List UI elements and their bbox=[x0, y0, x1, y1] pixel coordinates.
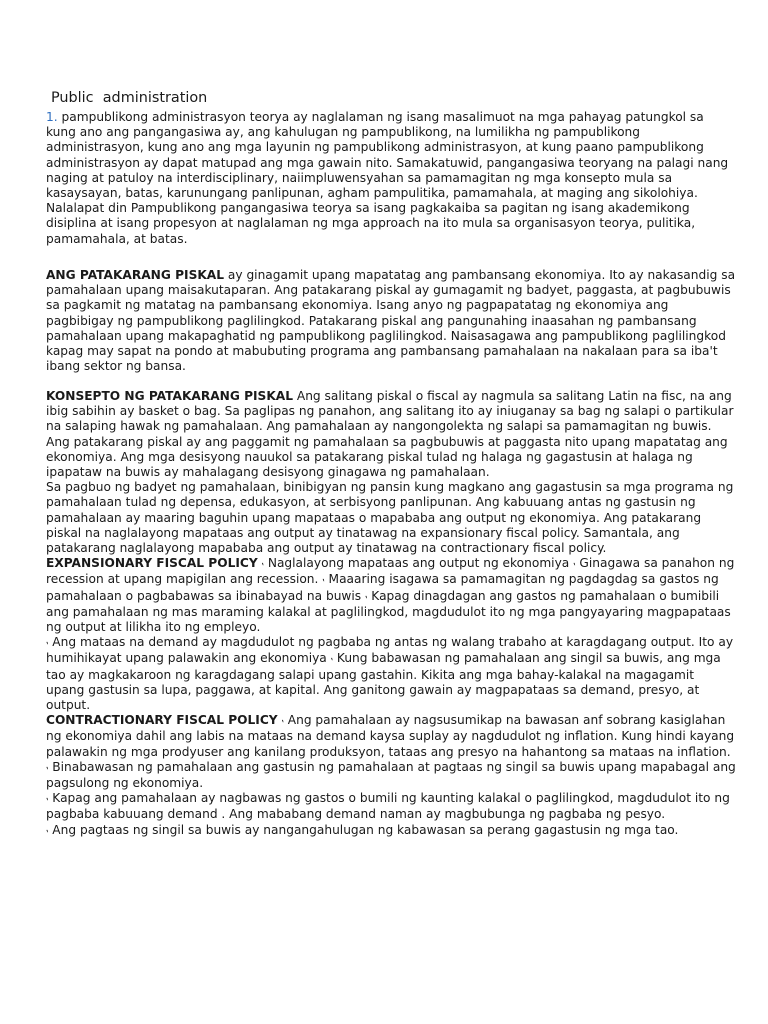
contractionary-item: Ang pagtaas ng singil sa buwis ay nangangahulugan ng kabawasan sa perang gagastusin ng mga tao. bbox=[48, 822, 679, 837]
expansionary-paragraph bbox=[46, 556, 736, 635]
bullet-icon: ⹁ bbox=[46, 635, 49, 647]
contractionary-item: Ang pamahalaan ay nagsusumikap na bawasan anf sobrang kasiglahan ng ekonomiya dahil ang labis na mataas na demand kaysa suplay ay nagdudulot ng inflation. Kung hindi kayang palawakin ng mga prodyuser ang kanilang produksyon, tataas ang presyo na hahantong sa mataas na inflation. bbox=[46, 713, 735, 759]
bullet-icon: ⹁ bbox=[46, 759, 49, 771]
contractionary-heading: CONTRACTIONARY FISCAL POLICY bbox=[46, 713, 278, 728]
contractionary-paragraph-2 bbox=[46, 791, 736, 822]
bullet-icon: ⹁ bbox=[46, 822, 49, 834]
konsepto-paragraph bbox=[46, 389, 736, 480]
expansionary-heading: EXPANSIONARY FISCAL POLICY bbox=[46, 556, 258, 571]
patakaran-paragraph bbox=[46, 268, 736, 374]
intro-text: pampublikong administrasyon teorya ay naglalaman ng isang masalimuot na mga pahayag patungkol sa kung ano ang pangangasiwa ay, ang kahulugan ng pampublikong, na lumilikha ng pampublikong administrasyon, kung ano ang mga layunin ng pampublikong administrasyon, at kung paano pampublikong administrasyon ay dapat matupad ang mga gawain nito. Samakatuwid, pangangasiwa teoryang na palagi nang naging at patuloy na interdisciplinary, naiimpluwensyahan sa pamamagitan ng mga konsepto mula sa kasaysayan, batas, karunungang panlipunan, agham pampulitika, pamamahala, at maging ang sikolohiya. Nalalapat din Pampublikong pangangasiwa teorya sa isang pagkakaiba sa pagitan ng isang akademikong disiplina at isang propesyon at naglalaman ng mga approach na ito mula sa organisasyon teorya, pulitika, pamamahala, at batas. bbox=[46, 110, 729, 246]
bullet-icon: ⹁ bbox=[573, 556, 576, 568]
expansionary-item: Kapag dinagdagan ang gastos ng pamahalaan o bumibili ang pamahalaan ng mas maraming kalakal at paglilingkod, magdudulot ito ng mga pangyayaring magpapataas ng output at lilikha ito ng empleyo. bbox=[46, 588, 731, 635]
konsepto-heading: KONSEPTO NG PATAKARANG PISKAL bbox=[46, 389, 293, 403]
bullet-icon: ⹁ bbox=[46, 791, 49, 803]
contractionary-item: Binabawasan ng pamahalaan ang gastusin ng pamahalaan at pagtaas ng singil sa buwis upang mapabagal ang pagsulong ng ekonomiya. bbox=[46, 759, 736, 791]
section-patakarang-piskal bbox=[46, 268, 736, 374]
expansionary-item: Maaaring isagawa sa pamamagitan ng pagdagdag sa gastos ng pamahalaan o pagbabawas sa ibinabayad na buwis bbox=[46, 572, 719, 603]
contractionary-paragraph bbox=[46, 713, 736, 791]
patakaran-heading: ANG PATAKARANG PISKAL bbox=[46, 268, 225, 282]
konsepto-paragraph-2: Sa pagbuo ng badyet ng pamahalaan, binibigyan ng pansin kung magkano ang gagastusin sa mga programa ng pamahalaan tulad ng depensa, edukasyon, at serbisyong panlipunan. Ang kabuuang antas ng gastusin ng pamahalaan ay maaring baguhin upang mapataas o mapababa ang output ng ekonomiya. Ang patakarang piskal na naglalayong mapataas ang output ay tinatawag na expansionary fiscal policy. Samantala, ang patakarang naglalayong mapababa ang output ay tinatawag na contractionary fiscal policy. bbox=[46, 480, 734, 556]
expansionary-item: Ginagawa sa panahon ng recession at upang mapigilan ang recession. bbox=[46, 556, 735, 587]
contractionary-item: Kapag ang pamahalaan ay nagbawas ng gastos o bumili ng kaunting kalakal o paglilingkod, magdudulot ito ng pagbaba kabuuang demand . Ang mababang demand naman ay magbubunga ng pagbaba ng pesyo. bbox=[46, 791, 730, 822]
bullet-icon: ⹁ bbox=[261, 556, 264, 568]
intro-paragraph bbox=[46, 110, 736, 247]
bullet-icon: ⹁ bbox=[365, 588, 368, 600]
expansionary-item: Naglalayong mapataas ang output ng ekonomiya bbox=[263, 556, 574, 571]
bullet-icon: ⹁ bbox=[330, 651, 334, 663]
konsepto-text: Ang salitang piskal o fiscal ay nagmula sa salitang Latin na fisc, na ang ibig sabihin ay basket o bag. Sa paglipas ng panahon, ang salitang ito ay iniuganay sa bag ng salapi o partikular na salaping hawak ng pamahalaan. Ang pamahalaan ay nangongolekta ng salapi sa pamamagitan ng buwis. Ang patakarang piskal ay ang paggamit ng pamahalaan sa pagbubuwis at paggasta nito upang mapatatag ang ekonomiya. Ang mga desisyong nauukol sa patakarang piskal tulad ng halaga ng gagastusin at halaga ng ipapataw na buwis ay mahalagang desisyong ginagawa ng pamahalaan. bbox=[46, 389, 734, 480]
expansionary-paragraph-2 bbox=[46, 635, 736, 713]
contractionary-paragraph-3 bbox=[46, 823, 736, 839]
expansionary-item: Kung babawasan ng pamahalaan ang singil sa buwis, ang mga tao ay magkakaroon ng karagdagang salapi upang gastahin. Kikita ang mga bahay-kalakal na magagamit upang gastusin sa lupa, paggawa, at kapital. Ang ganitong gawain ay magpapataas sa demand, presyo, at output. bbox=[46, 651, 721, 713]
patakaran-text: ay ginagamit upang mapatatag ang pambansang ekonomiya. Ito ay nakasandig sa pamahalaan upang maisakutaparan. Ang patakarang piskal ay gumagamit ng badyet, paggasta, at pagbubuwis sa pagkamit ng matatag na pambansang ekonomiya. Isang anyo ng pagpapatatag ng ekonomiya ang pagbibigay ng pampublikong paglilingkod. Patakarang piskal ang pangunahing inaasahan ng pambansang pamahalaan upang makapaghatid ng pampublikong paglilingkod. Naisasagawa ang pampublikong paglilingkod kapag may sapat na pondo at mabubuting programa ang pambansang pamahalaan na nakalaan para sa iba't ibang sektor ng bansa. bbox=[46, 268, 736, 374]
section-konsepto bbox=[46, 389, 736, 839]
bullet-icon: ⹁ bbox=[322, 572, 325, 584]
document-title: Public administration bbox=[51, 90, 208, 106]
expansionary-item: Ang mataas na demand ay magdudulot ng pagbaba ng antas ng walang trabaho at karagdagang output. Ito ay humihikayat upang palawakin ang ekonomiya bbox=[46, 635, 734, 666]
list-number: 1. bbox=[46, 110, 58, 124]
bullet-icon: ⹁ bbox=[281, 713, 284, 725]
